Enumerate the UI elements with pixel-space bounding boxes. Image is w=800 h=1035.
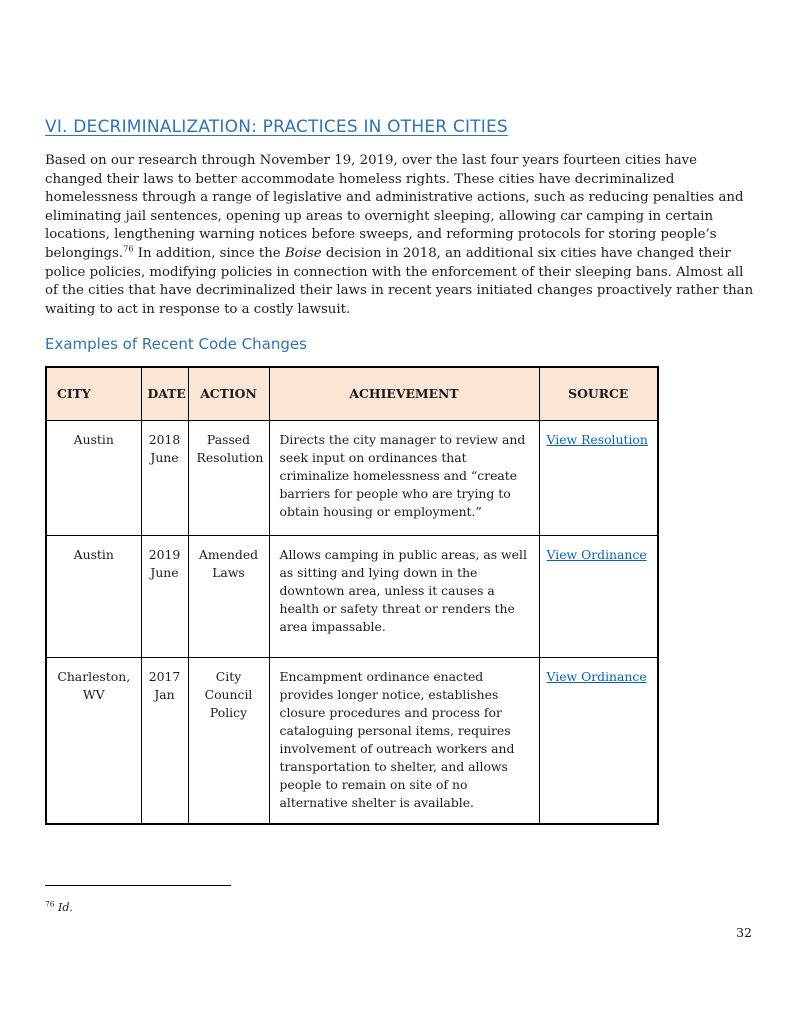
footnote-text: Id. <box>58 901 73 914</box>
cell-date: 2017 Jan <box>141 658 188 824</box>
cell-achievement: Allows camping in public areas, as well as sitting and lying down in the downtown area, unless it causes a health or safety threat or renders the area impassable. <box>269 536 539 658</box>
cell-date: 2019 June <box>141 536 188 658</box>
cell-city: Austin <box>46 421 141 536</box>
cell-source <box>539 421 658 536</box>
footnote <box>45 901 73 914</box>
cell-action: Amended Laws <box>188 536 269 658</box>
footnote-separator <box>45 885 231 886</box>
section-heading: VI. DECRIMINALIZATION: PRACTICES IN OTHER CITIES <box>45 117 508 137</box>
header-action: ACTION <box>188 367 269 421</box>
footnote-number: 76 <box>45 899 55 909</box>
source-link[interactable]: View Ordinance <box>546 669 647 685</box>
table-header-row <box>46 367 658 421</box>
cell-action: City Council Policy <box>188 658 269 824</box>
table-row <box>46 536 658 658</box>
intro-text-1: Based on our research through November 19, 2019, over the last four years fourteen cities have changed their laws to better accommodate homeless rights. These cities have decriminalized homelessness through a range of legislative and administrative actions, such as reducing penalties and eliminating jail sentences, opening up areas to overnight sleeping, allowing car camping in certain locations, lengthening warning notices before sweeps, and reforming protocols for storing people’s belongings. <box>45 153 744 262</box>
cell-source <box>539 536 658 658</box>
cell-achievement: Encampment ordinance enacted provides longer notice, establishes closure procedures and process for cataloguing personal items, requires involvement of outreach workers and transportation to shelter, and allows people to remain on site of no alternative shelter is available. <box>269 658 539 824</box>
header-city: CITY <box>46 367 141 421</box>
case-name-boise: Boise <box>284 246 322 262</box>
table-title: Examples of Recent Code Changes <box>45 335 307 354</box>
table-row <box>46 658 658 824</box>
header-source: SOURCE <box>539 367 658 421</box>
cell-city: Austin <box>46 536 141 658</box>
header-achievement: ACHIEVEMENT <box>269 367 539 421</box>
page-number: 32 <box>736 925 752 940</box>
cell-city: Charleston, WV <box>46 658 141 824</box>
header-date: DATE <box>141 367 188 421</box>
table-row <box>46 421 658 536</box>
cell-action: Passed Resolution <box>188 421 269 536</box>
code-changes-table <box>45 366 659 825</box>
intro-text-2: In addition, since the <box>133 246 285 262</box>
cell-date: 2018 June <box>141 421 188 536</box>
cell-source <box>539 658 658 824</box>
intro-text-3: decision in 2018, an additional six cities have changed their police policies, modifying policies in connection with the enforcement of their sleeping bans. Almost all of the cities that have decriminalized their laws in recent years initiated changes proactively rather than waiting to act in response to a costly lawsuit. <box>45 246 754 317</box>
footnote-reference: 76 <box>123 243 134 254</box>
source-link[interactable]: View Ordinance <box>546 547 647 563</box>
cell-achievement: Directs the city manager to review and seek input on ordinances that criminalize homelessness and “create barriers for people who are trying to obtain housing or employment.” <box>269 421 539 536</box>
source-link[interactable]: View Resolution <box>546 432 648 448</box>
intro-paragraph <box>45 152 755 319</box>
